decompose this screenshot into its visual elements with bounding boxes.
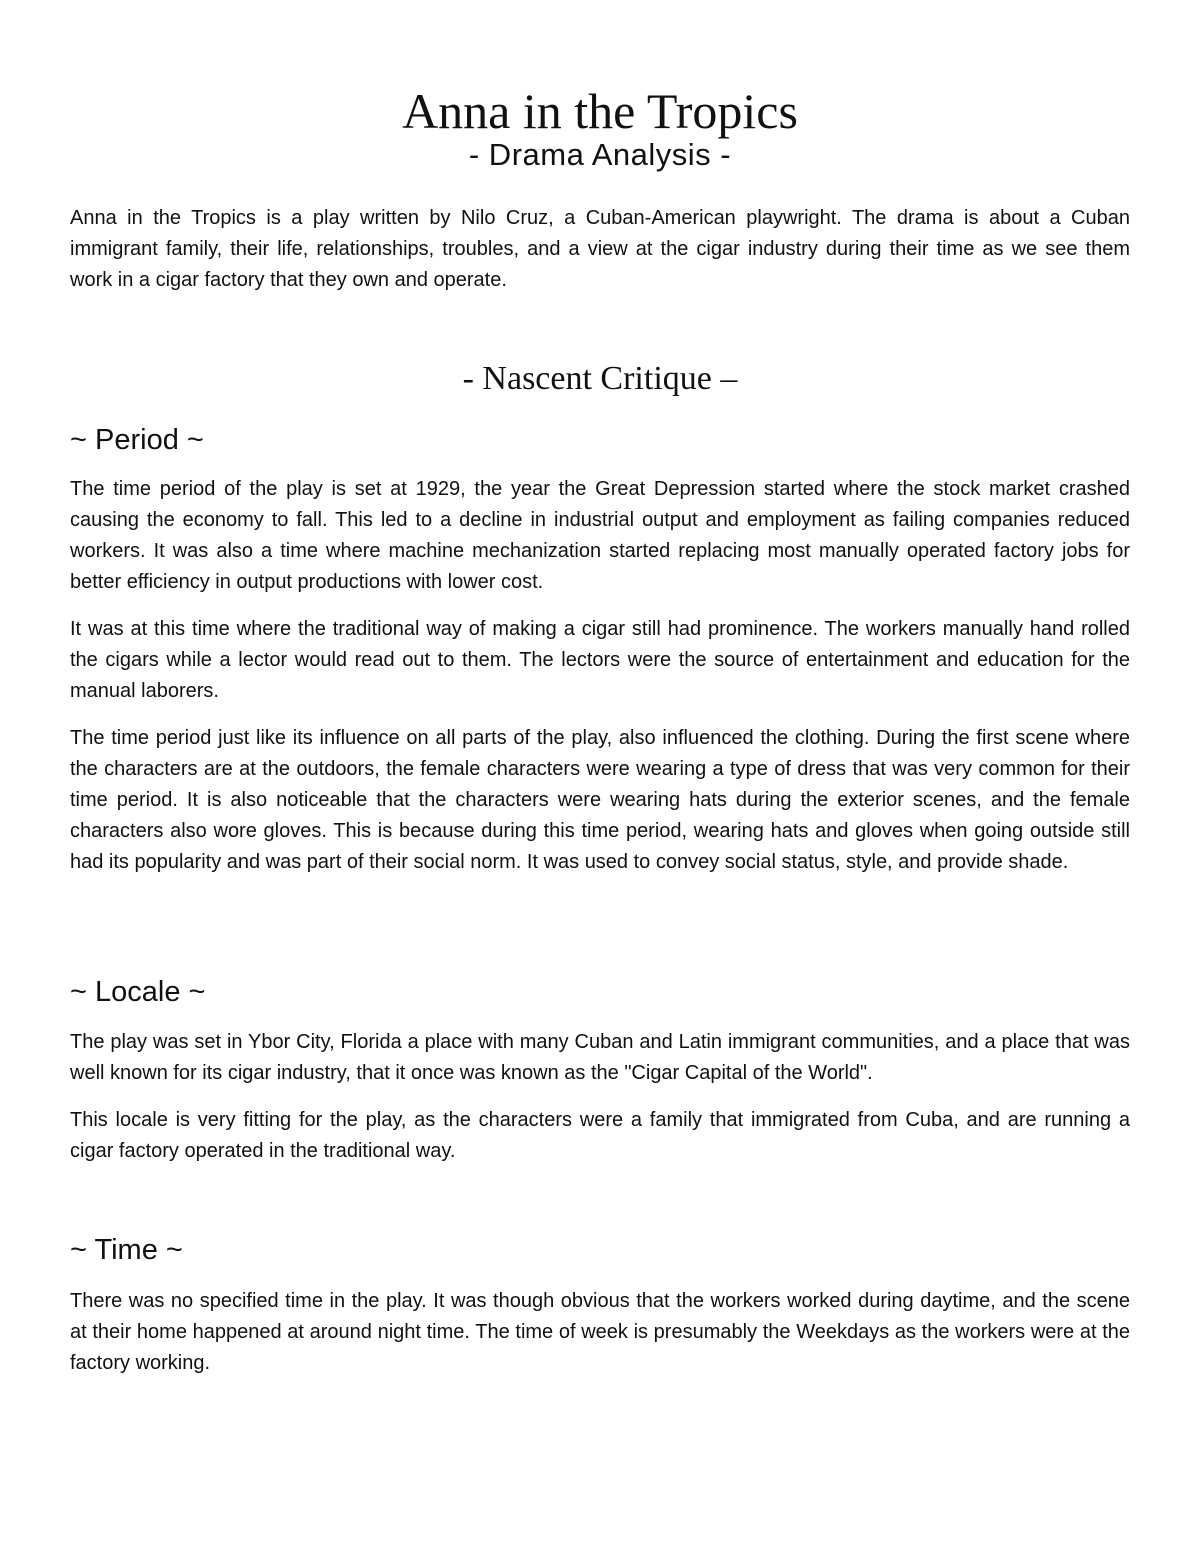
intro-paragraph: Anna in the Tropics is a play written by Nilo Cruz, a Cuban-American playwright. The drama is about a Cuban immigrant family, their life, relationships, troubles, and a view at the cigar industry during their time as we see them work in a cigar factory that they own and operate. — [70, 207, 1130, 291]
document-title: Anna in the Tropics — [402, 83, 798, 139]
period-paragraph-3: The time period just like its influence on all parts of the play, also influenced the clothing. During the first scene where the characters are at the outdoors, the female characters were wearing a type of dress that was very common for their time period. It is also noticeable that the characters were wearing hats during the exterior scenes, and the female characters also wore gloves. This is because during this time period, wearing hats and gloves when going outside still had its popularity and was part of their social norm. It was used to convey social status, style, and provide shade. — [70, 727, 1130, 873]
section-heading-locale: ~ Locale ~ — [70, 976, 206, 1008]
critique-heading: - Nascent Critique – — [462, 360, 738, 397]
section-heading-period: ~ Period ~ — [70, 424, 204, 456]
period-paragraph-2: It was at this time where the traditional way of making a cigar still had prominence. The workers manually hand rolled the cigars while a lector would read out to them. The lectors were the source of entertainment and education for the manual laborers. — [70, 618, 1130, 702]
locale-paragraph-1: The play was set in Ybor City, Florida a place with many Cuban and Latin immigrant communities, and a place that was well known for its cigar industry, that it once was known as the "Cigar Capital of the World". — [70, 1031, 1130, 1084]
locale-paragraph-2: This locale is very fitting for the play, as the characters were a family that immigrated from Cuba, and are running a cigar factory operated in the traditional way. — [70, 1109, 1130, 1162]
document-subtitle: - Drama Analysis - — [468, 137, 732, 172]
time-paragraph-1: There was no specified time in the play. It was though obvious that the workers worked during daytime, and the scene at their home happened at around night time. The time of week is presumably the Weekdays as the workers were at the factory working. — [70, 1290, 1130, 1374]
period-paragraph-1: The time period of the play is set at 1929, the year the Great Depression started where the stock market crashed causing the economy to fall. This led to a decline in industrial output and employment as failing companies reduced workers. It was also a time where machine mechanization started replacing most manually operated factory jobs for better efficiency in output productions with lower cost. — [70, 478, 1130, 593]
section-heading-time: ~ Time ~ — [70, 1234, 183, 1266]
